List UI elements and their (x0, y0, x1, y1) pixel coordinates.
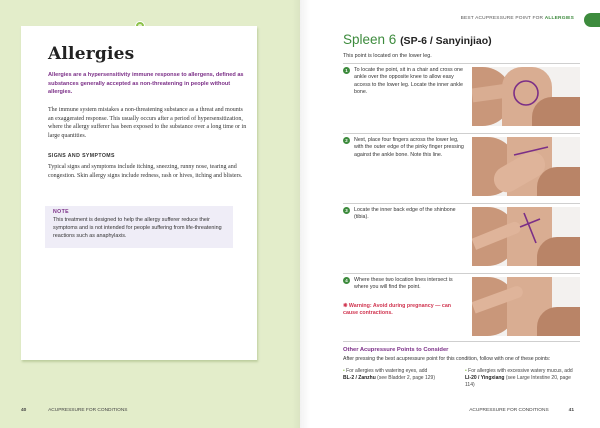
page-fold-shadow (292, 0, 300, 428)
header-prefix: BEST ACUPRESSURE POINT FOR (460, 16, 545, 21)
page-number: 41 (568, 408, 574, 413)
divider (343, 273, 580, 274)
note-box (45, 206, 233, 248)
section-tab (584, 13, 600, 27)
note-text: This treatment is designed to help the allergy sufferer reduce their symptoms and is not intended for people suffering from life-threatening reactions such as anaphylaxis. (53, 217, 222, 239)
condition-body: The immune system mistakes a non-threatening substance as a threat and mounts an exaggerated response. This usually occurs after a period of hypersensitization, where the allergy sufferer has been exposed to the substance over a long time or in large quantities. (48, 107, 247, 139)
item-lead: For allergies with watering eyes, add (346, 368, 428, 374)
item-point: LI-20 / Yingxiang (465, 375, 505, 381)
item-ref: (see Large Intestine 20, page 114) (465, 375, 571, 388)
point-title (343, 32, 492, 47)
right-footer (300, 408, 574, 413)
step-text: To locate the point, sit in a chair and cross one ankle over the opposite knee to allow easy access to the lower leg. Locate the inner ankle bone. (354, 67, 463, 95)
header-highlight: ALLERGIES (544, 16, 574, 21)
right-page (300, 0, 600, 428)
divider (343, 133, 580, 134)
point-circle-icon (510, 77, 542, 109)
step-1 (343, 67, 580, 129)
item-point: BL-2 / Zanzhu (343, 375, 376, 381)
other-point-item (343, 368, 453, 382)
step-2 (343, 137, 580, 199)
step-number: 1 (343, 67, 350, 74)
step-number: 3 (343, 207, 350, 214)
page-fold-shadow (300, 0, 310, 428)
note-label: NOTE (53, 209, 70, 215)
step-text: Where these two location lines intersect is where you will find the point. (354, 277, 453, 291)
step-text: Next, place four fingers across the lower leg, with the outer edge of the pinky finger pressing against the ankle bone. Note this line. (354, 137, 464, 158)
step-photo (472, 137, 580, 196)
page-number: 40 (21, 408, 27, 413)
line-mark-icon (512, 145, 552, 157)
item-ref: (see Bladder 2, page 129) (377, 375, 435, 381)
step-number: 4 (343, 277, 350, 284)
cross-mark-icon (514, 211, 544, 247)
point-code: (SP-6 / Sanyinjiao) (400, 35, 492, 47)
pregnancy-warning: ❋ Warning: Avoid during pregnancy — can cause contractions. (343, 303, 452, 317)
signs-text: Typical signs and symptoms include itching, sneezing, runny nose, tearing and congestion. Skin allergy signs include redness, rash or hives, itching and blisters. (48, 164, 243, 179)
step-photo (472, 277, 580, 336)
other-points-desc: After pressing the best acupressure point for this condition, follow with one of these points: (343, 356, 551, 362)
point-description: This point is located on the lower leg. (343, 53, 432, 59)
step-4 (343, 277, 580, 339)
step-text: Locate the inner back edge of the shinbone (tibia). (354, 207, 456, 221)
other-points-title: Other Acupressure Points to Consider (343, 347, 449, 353)
step-3 (343, 207, 580, 269)
signs-heading: SIGNS AND SYMPTOMS (48, 153, 115, 159)
point-name: Spleen 6 (343, 32, 397, 47)
left-footer (21, 408, 128, 413)
running-header (461, 16, 574, 21)
step-photo (472, 67, 580, 126)
footer-section: ACUPRESSURE FOR CONDITIONS (469, 408, 549, 413)
condition-title: Allergies (48, 44, 135, 64)
other-point-item (465, 368, 575, 389)
item-lead: For allergies with excessive watery mucus, add (468, 368, 573, 374)
step-number: 2 (343, 137, 350, 144)
divider (343, 341, 580, 342)
step-photo (472, 207, 580, 266)
footer-section: ACUPRESSURE FOR CONDITIONS (48, 408, 128, 413)
bullet-icon: • (343, 368, 345, 374)
bullet-icon: • (465, 368, 467, 374)
condition-intro: Allergies are a hypersensitivity immune response to allergens, defined as substances generally accepted as non-threatening in people without allergies. (48, 72, 244, 96)
divider (343, 63, 580, 64)
condition-card (21, 26, 257, 360)
divider (343, 203, 580, 204)
